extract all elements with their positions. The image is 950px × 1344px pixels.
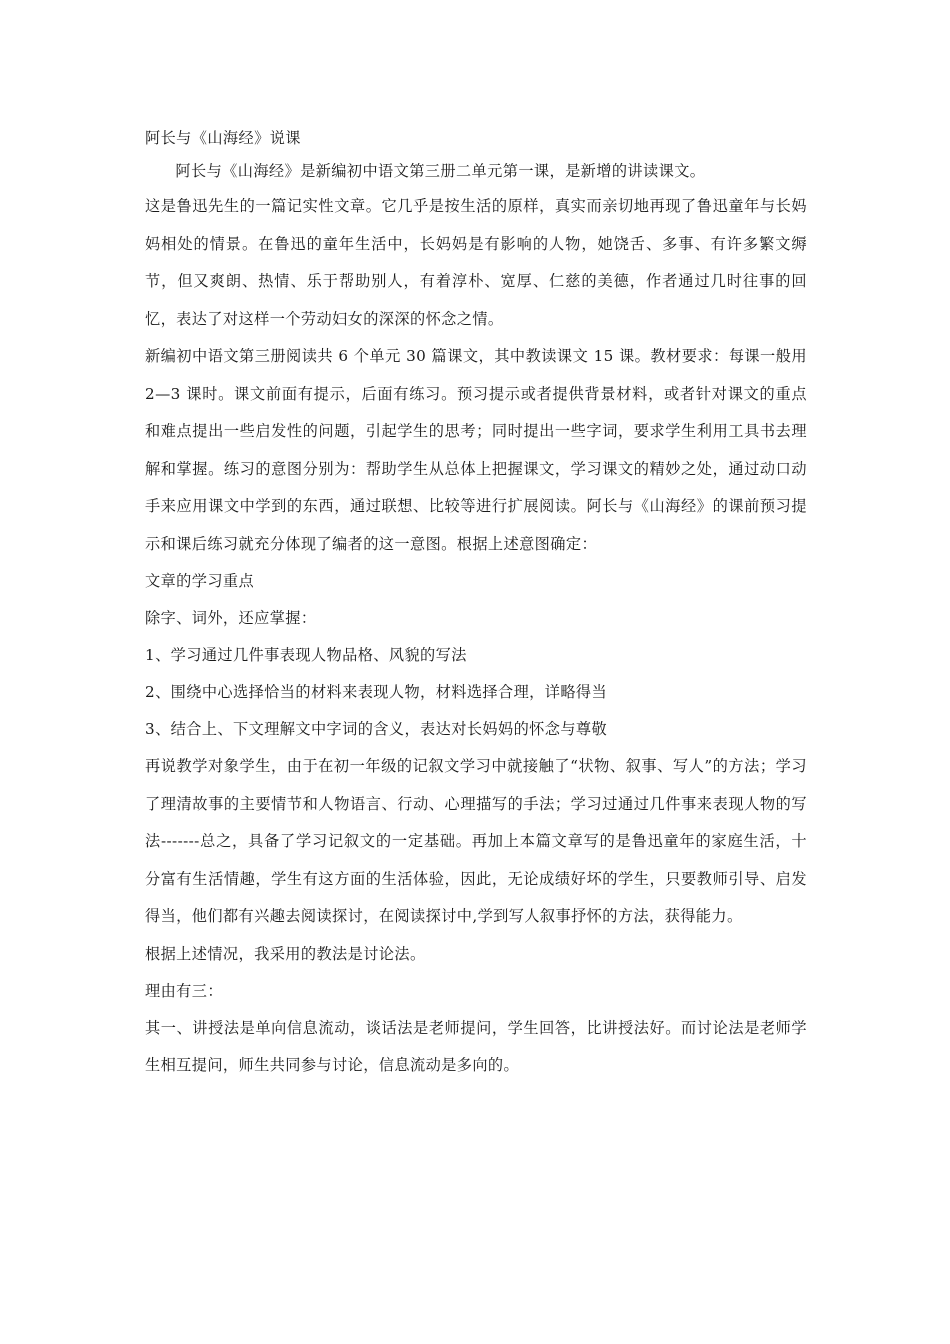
paragraph-focus-heading: 文章的学习重点 [145, 572, 255, 590]
document-body [145, 122, 807, 1085]
paragraph-reasons-heading: 理由有三： [145, 981, 223, 1000]
paragraph-reason-1: 其一、讲授法是单向信息流动，谈话法是老师提问，学生回答，比讲授法好。而讨论法是老师学生相互提问，师生共同参与讨论，信息流动是多向的。 [145, 1018, 807, 1074]
paragraph-intro: 阿长与《山海经》是新编初中语文第三册二单元第一课，是新增的讲读课文。 [175, 162, 706, 180]
paragraph-method: 根据上述情况，我采用的教法是讨论法。 [145, 944, 426, 963]
document-title: 阿长与《山海经》说课 [145, 129, 301, 147]
paragraph-students: 再说教学对象学生，由于在初一年级的记叙文学习中就接触了“状物、叙事、写人”的方法；学习了理清故事的主要情节和人物语言、行动、心理描写的手法；学习过通过几件事来表现人物的写法-------总之，具备了学习记叙文的一定基础。再加上本篇文章写的是鲁迅童年的家庭生活，十分富有生活情趣，学生有这方面的生活体验，因此，无论成绩好坏的学生，只要教师引导、启发得当，他们都有兴趣去阅读探讨，在阅读探讨中,学到写人叙事抒怀的方法，获得能力。 [145, 757, 807, 925]
paragraph-summary: 这是鲁迅先生的一篇记实性文章。它几乎是按生活的原样，真实而亲切地再现了鲁迅童年与长妈妈相处的情景。在鲁迅的童年生活中，长妈妈是有影响的人物，她饶舌、多事、有许多繁文缛节，但又爽朗、热情、乐于帮助别人，有着淳朴、宽厚、仁慈的美德，作者通过几时往事的回忆，表达了对这样一个劳动妇女的深深的怀念之情。 [145, 197, 807, 328]
paragraph-textbook: 新编初中语文第三册阅读共 6 个单元 30 篇课文，其中教读课文 15 课。教材要求：每课一般用 2—3 课时。课文前面有提示，后面有练习。预习提示或者提供背景材料，或者针对课文的重点和难点提出一些启发性的问题，引起学生的思考；同时提出一些字词，要求学生利用工具书去理解和掌握。练习的意图分别为：帮助学生从总体上把握课文，学习课文的精妙之处，通过动口动手来应用课文中学到的东西，通过联想、比较等进行扩展阅读。阿长与《山海经》的课前预习提示和课后练习就充分体现了编者的这一意图。根据上述意图确定： [145, 347, 807, 553]
list-item-3: 3、结合上、下文理解文中字词的含义，表达对长妈妈的怀念与尊敬 [145, 720, 608, 738]
list-item-2: 2、围绕中心选择恰当的材料来表现人物，材料选择合理，详略得当 [145, 683, 608, 701]
paragraph-focus-intro: 除字、词外，还应掌握： [145, 609, 317, 627]
list-item-1: 1、学习通过几件事表现人物品格、风貌的写法 [145, 646, 467, 664]
